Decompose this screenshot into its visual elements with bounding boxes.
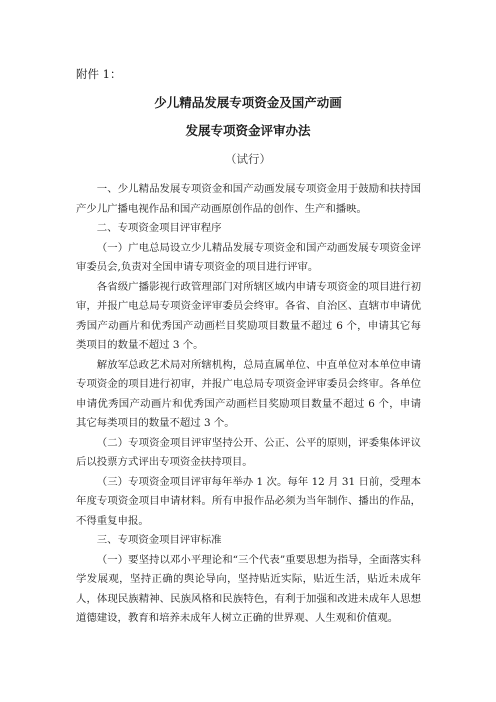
paragraph-criteria-1: （一）要坚持以邓小平理论和“三个代表”重要思想为指导，全面落实科学发展观，坚持正确的舆论导向，坚持贴近实际，贴近生活，贴近未成年人，体现民族精神、民族风格和民族特色，有利于加强和改进未成年人思想道德建设，教育和培养未成年人树立正确的世界观、人生观和价值观。 bbox=[76, 553, 421, 624]
paragraph-principles: （二）专项资金项目评审坚持公开、公正、公平的原则，评委集体评议后以投票方式评出专项资金扶持项目。 bbox=[76, 436, 421, 468]
paragraph-military-review: 解放军总政艺术局对所辖机构，总局直属单位、中直单位对本单位申请专项资金的项目进行初审，并报广电总局专项资金评审委员会终审。各单位申请优秀国产动画片和优秀国产动画栏目奖励项目数量不超过 6 个，申请其它每类项目的数量不超过 3 个。 bbox=[76, 358, 421, 429]
paragraph-committee: （一）广电总局设立少儿精品发展专项资金和国产动画发展专项资金评审委员会,负责对全国申请专项资金的项目进行评审。 bbox=[76, 241, 421, 273]
document-title-line-2: 发展专项资金评审办法 bbox=[185, 123, 311, 138]
paragraph-purpose: 一、少儿精品发展专项资金和国产动画发展专项资金用于鼓励和扶持国产少儿广播电视作品和国产动画原创作品的创作、生产和播映。 bbox=[76, 183, 421, 215]
paragraph-schedule: （三）专项资金项目评审每年举办 1 次。每年 12 月 31 日前，受理本年度专项资金项目申请材料。所有申报作品必须为当年制作、播出的作品，不得重复申报。 bbox=[76, 475, 421, 527]
paragraph-provincial-review: 各省级广播影视行政管理部门对所辖区域内申请专项资金的项目进行初审，并报广电总局专项资金评审委员会终审。各省、自治区、直辖市申请优秀国产动画片和优秀国产动画栏目奖励项目数量不超过 6 个，申请其它每类项目的数量不超过 3 个。 bbox=[76, 280, 421, 351]
document-title-line-1: 少儿精品发展专项资金及国产动画 bbox=[154, 95, 342, 110]
section-heading-procedure: 二、专项资金项目评审程序 bbox=[96, 222, 222, 234]
attachment-label: 附件 1： bbox=[76, 67, 122, 81]
section-heading-criteria: 三、专项资金项目评审标准 bbox=[96, 534, 222, 546]
document-body bbox=[76, 180, 421, 629]
document-subtitle: （试行） bbox=[225, 152, 271, 166]
